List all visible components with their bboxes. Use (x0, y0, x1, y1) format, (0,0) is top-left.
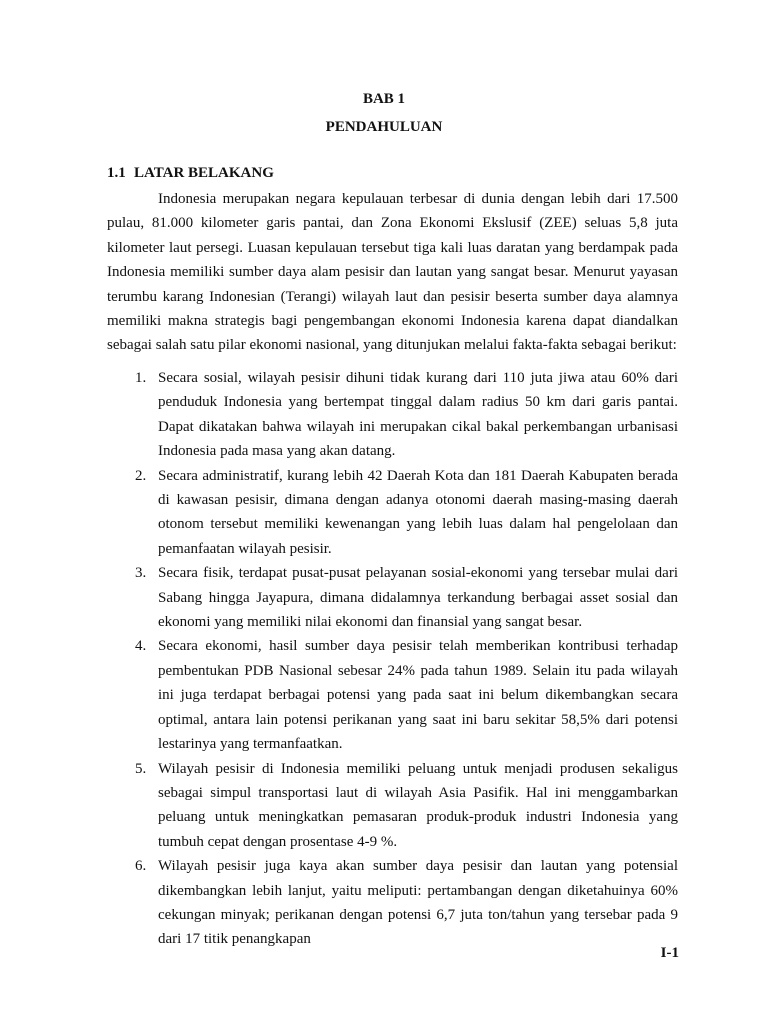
section-number: 1.1 (107, 165, 126, 181)
section-heading (107, 163, 274, 183)
list-item-marker: 6. (135, 858, 147, 875)
intro-paragraph: Indonesia merupakan negara kepulauan terbesar di dunia dengan lebih dari 17.500 pulau, 81.000 kilometer garis pantai, dan Zona Ekonomi Ekslusif (ZEE) seluas 5,8 juta kilometer laut persegi. Luasan kepulauan tersebut tiga kali luas daratan yang berdampak pada Indonesia memiliki sumber daya alam pesisir dan lautan yang sangat besar. Menurut yayasan terumbu karang Indonesian (Terangi) wilayah laut dan pesisir beserta sumber daya alamnya memiliki makna strategis bagi pengembangan ekonomi Indonesia karena dapat diandalkan sebagai salah satu pilar ekonomi nasional, yang ditunjukan melalui fakta-fakta sebagai berikut: (107, 191, 678, 354)
list-item (107, 464, 678, 562)
list-item (107, 854, 678, 952)
list-item-text: Secara fisik, terdapat pusat-pusat pelayanan sosial-ekonomi yang tersebar mulai dari Sabang hingga Jayapura, dimana didalamnya terkandung berbagai asset sosial dan ekonomi yang memiliki nilai ekonomi dan finansial yang sangat besar. (158, 565, 678, 631)
list-item (107, 634, 678, 756)
list-item-marker: 3. (135, 565, 147, 582)
list-item (107, 366, 678, 464)
list-item-text: Secara administratif, kurang lebih 42 Daerah Kota dan 181 Daerah Kabupaten berada di kawasan pesisir, dimana dengan adanya otonomi daerah masing-masing daerah otonom tersebut memiliki kewenangan yang lebih luas dalam hal pengelolaan dan pemanfaatan wilayah pesisir. (158, 467, 678, 557)
section-title: LATAR BELAKANG (134, 165, 274, 181)
list-item-text: Secara sosial, wilayah pesisir dihuni tidak kurang dari 110 juta jiwa atau 60% dari penduduk Indonesia yang bertempat tinggal dalam radius 50 km dari garis pantai. Dapat dikatakan bahwa wilayah ini merupakan cikal bakal perkembangan urbanisasi Indonesia pada masa yang akan datang. (158, 370, 678, 460)
chapter-number: BAB 1 (362, 91, 406, 107)
list-item (107, 757, 678, 855)
list-item-marker: 1. (135, 370, 147, 386)
facts-list (107, 366, 678, 952)
list-item-text: Secara ekonomi, hasil sumber daya pesisir telah memberikan kontribusi terhadap pembentukan PDB Nasional sebesar 24% pada tahun 1989. Selain itu pada wilayah ini juga terdapat berbagai potensi yang pada saat ini belum dikembangkan secara optimal, antara lain potensi perikanan yang saat ini baru sekitar 58,5% dari potensi lestarinya yang termanfaatkan. (158, 638, 678, 753)
list-item-text: Wilayah pesisir di Indonesia memiliki peluang untuk menjadi produsen sekaligus sebagai simpul transportasi laut di wilayah Asia Pasifik. Hal ini menggambarkan peluang untuk meningkatkan pemasaran produk-produk industri Indonesia yang tumbuh cepat dengan prosentase 4-9 %. (158, 760, 678, 850)
list-item-marker: 4. (135, 638, 147, 655)
list-item (107, 561, 678, 634)
list-item-marker: 2. (135, 467, 147, 484)
list-item-marker: 5. (135, 760, 147, 777)
page-number: I-1 (660, 945, 679, 961)
chapter-title: PENDAHULUAN (325, 119, 443, 135)
list-item-text: Wilayah pesisir juga kaya akan sumber daya pesisir dan lautan yang potensial dikembangkan lebih lanjut, yaitu meliputi: pertambangan dengan diketahuinya 60% cekungan minyak; perikanan dengan potensi 6,7 juta ton/tahun yang tersebar pada 9 dari 17 titik penangkapan (158, 858, 678, 948)
